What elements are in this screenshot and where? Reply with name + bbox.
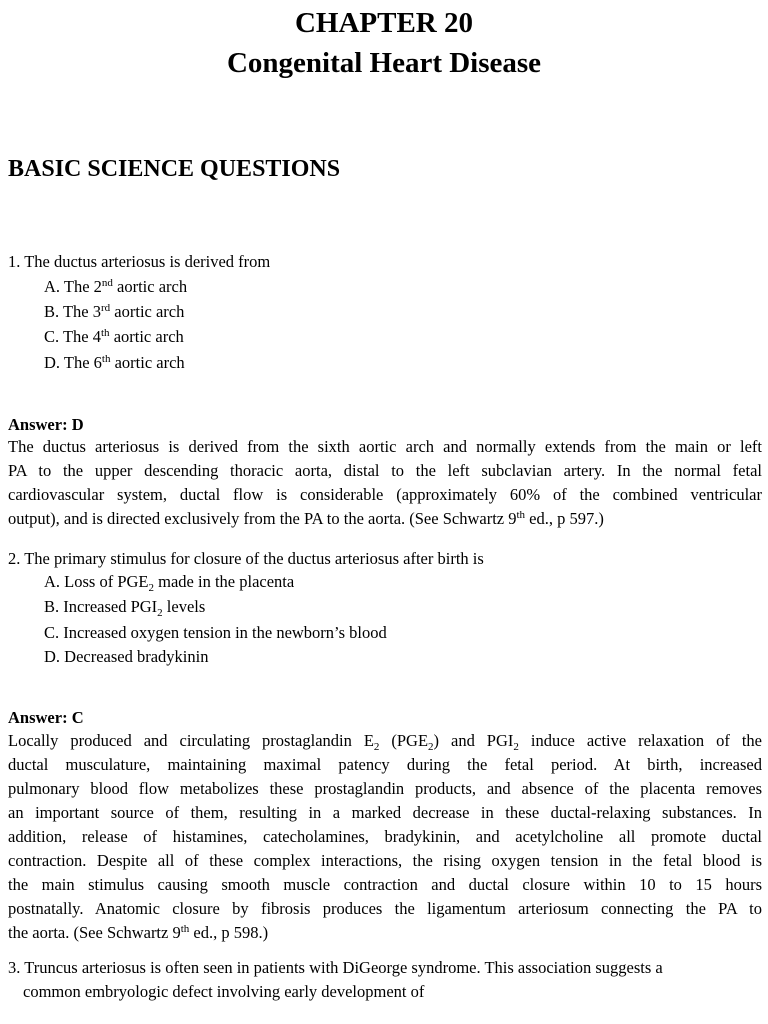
chapter-title: Congenital Heart Disease (226, 47, 542, 79)
explanation-line: cardiovascular system, ductal flow is considerable (approximately 60% of the combined ventricular (8, 485, 762, 504)
question-2-answer-label: Answer: C (8, 708, 84, 727)
explanation-line: The ductus arteriosus is derived from the sixth aortic arch and normally extends from the main or left (8, 437, 762, 456)
question-1-explanation (8, 435, 762, 531)
explanation-line: addition, release of histamines, catecholamines, bradykinin, and acetylcholine all promote ductal (8, 827, 762, 846)
explanation-line: contraction. Despite all of these complex interactions, the rising oxygen tension in the fetal blood is (8, 851, 762, 870)
question-1-answer-label: Answer: D (8, 415, 84, 434)
explanation-line: output), and is directed exclusively from the PA to the aorta. (See Schwartz 9th ed., p 597.) (8, 509, 604, 528)
question-1-option-d: D. The 6th aortic arch (44, 353, 185, 372)
explanation-line: PA to the upper descending thoracic aorta, distal to the left subclavian artery. In the normal fetal (8, 461, 762, 480)
question-1-option-c: C. The 4th aortic arch (44, 327, 184, 346)
explanation-line: Locally produced and circulating prostaglandin $E_2$ $(PGE_2)$ and $PGI_2$ induce active relaxation of the (8, 731, 762, 753)
section-title: BASIC SCIENCE QUESTIONS (8, 156, 341, 182)
question-line: 3. Truncus arteriosus is often seen in patients with DiGeorge syndrome. This association suggests a (8, 958, 663, 977)
explanation-line: the aorta. (See Schwartz 9th ed., p 598.) (8, 923, 269, 942)
explanation-line: the main stimulus causing smooth muscle contraction and ductal closure within 10 to 15 hours (8, 875, 762, 894)
explanation-line: ductal musculature, maintaining maximal patency during the fetal period. At birth, increased (8, 755, 762, 774)
question-2-option-c: C. Increased oxygen tension in the newborn’s blood (44, 623, 387, 642)
explanation-line: postnatally. Anatomic closure by fibrosis produces the ligamentum arteriosum connecting the PA to (8, 899, 762, 918)
question-2-explanation (8, 729, 762, 945)
question-2-option-a: A. Loss of $PGE_2$ made in the placenta (44, 572, 295, 594)
question-1-option-a: A. The 2nd aortic arch (44, 277, 188, 296)
question-1-option-b: B. The 3rd aortic arch (44, 302, 185, 321)
question-2-option-d: D. Decreased bradykinin (44, 647, 209, 666)
question-1-stem: 1. The ductus arteriosus is derived from (8, 252, 271, 271)
question-line: common embryologic defect involving early development of (23, 982, 425, 1001)
explanation-line: an important source of them, resulting in a marked decrease in these ductal-relaxing substances. In (8, 803, 762, 822)
question-3-stem (8, 956, 760, 1004)
explanation-line: pulmonary blood flow metabolizes these prostaglandin products, and absence of the placenta removes (8, 779, 762, 798)
question-2-option-b: B. Increased $PGI_2$ levels (44, 597, 206, 619)
question-2-stem: 2. The primary stimulus for closure of the ductus arteriosus after birth is (8, 549, 484, 568)
chapter-number: CHAPTER 20 (294, 7, 474, 39)
